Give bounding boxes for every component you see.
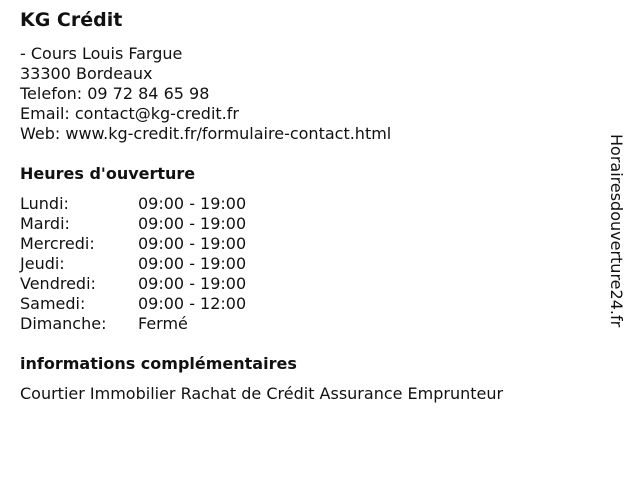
- day-label: Mercredi:: [20, 234, 95, 253]
- time-value: 09:00 - 19:00: [138, 194, 247, 213]
- time-value: 09:00 - 19:00: [138, 214, 247, 233]
- address-city: 33300 Bordeaux: [20, 64, 153, 83]
- day-label: Vendredi:: [20, 274, 96, 293]
- time-value: 09:00 - 12:00: [138, 294, 247, 313]
- additional-info-heading: informations complémentaires: [20, 354, 297, 373]
- additional-info-text: Courtier Immobilier Rachat de Crédit Assurance Emprunteur: [20, 384, 504, 403]
- time-value: Fermé: [138, 314, 188, 333]
- time-value: 09:00 - 19:00: [138, 274, 247, 293]
- email-text: Email: contact@kg-credit.fr: [20, 104, 239, 123]
- address-street: - Cours Louis Fargue: [20, 44, 183, 63]
- day-label: Mardi:: [20, 214, 70, 233]
- day-label: Dimanche:: [20, 314, 107, 333]
- day-label: Lundi:: [20, 194, 69, 213]
- day-label: Samedi:: [20, 294, 86, 313]
- contact-block: [20, 44, 391, 144]
- phone-text: Telefon: 09 72 84 65 98: [20, 84, 210, 103]
- site-watermark: Horairesdouverture24.fr: [607, 134, 626, 328]
- website-text: Web: www.kg-credit.fr/formulaire-contact.html: [20, 124, 392, 143]
- time-value: 09:00 - 19:00: [138, 234, 247, 253]
- opening-hours-heading: Heures d'ouverture: [20, 164, 196, 183]
- time-value: 09:00 - 19:00: [138, 254, 247, 273]
- business-name: KG Crédit: [20, 9, 123, 31]
- day-label: Jeudi:: [20, 254, 65, 273]
